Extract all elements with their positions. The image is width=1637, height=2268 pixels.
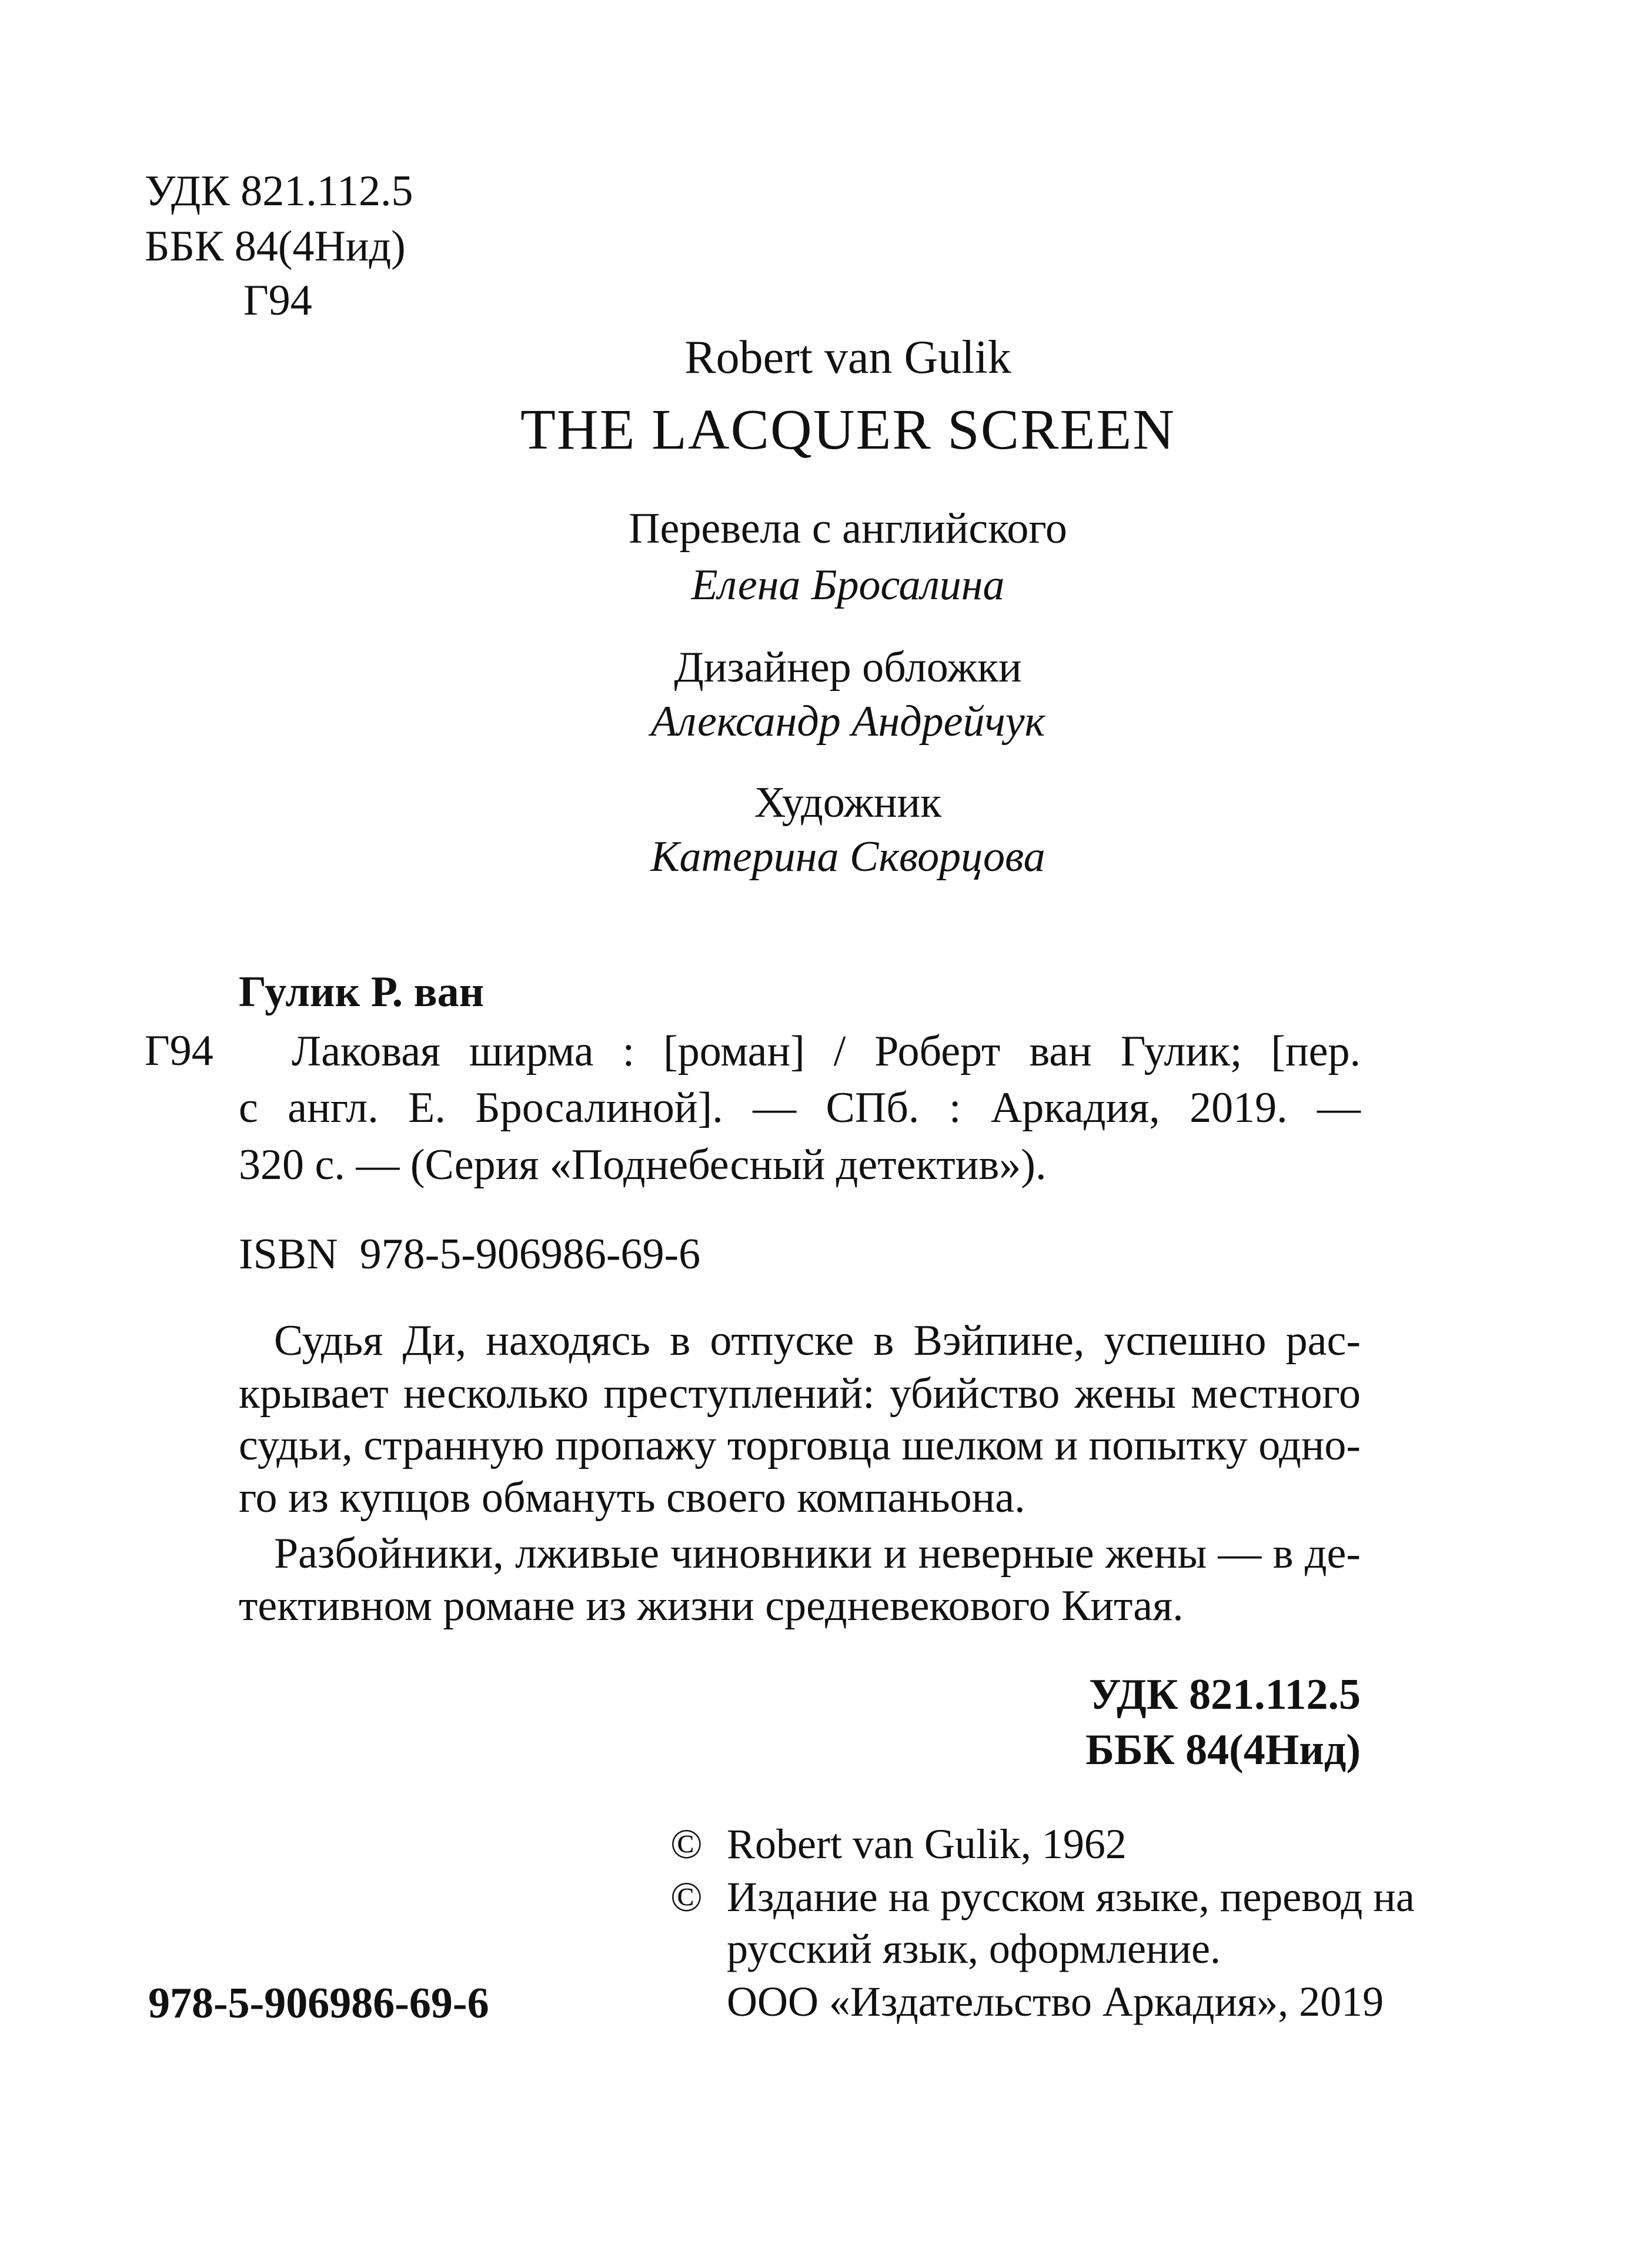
annotation-p1-line-2: крывает несколько преступлений: убийство жены местного <box>239 1370 1361 1418</box>
annotation-p2-line-2: тективном романе из жизни средневекового Китая. <box>239 1582 1184 1630</box>
cover-designer-role: Дизайнер обложки <box>674 643 1022 692</box>
catalog-line-2: с англ. Е. Бросалиной]. — СПб. : Аркадия, 2019. — <box>239 1084 1361 1132</box>
illustrator-role: Художник <box>754 779 942 827</box>
udk-bottom: УДК 821.112.5 <box>1089 1671 1361 1719</box>
copyright-symbol-2: © <box>670 1873 703 1920</box>
isbn-number: 978-5-906986-69-6 <box>359 1230 701 1278</box>
author-mark-top: Г94 <box>243 276 312 325</box>
original-author: Robert van Gulik <box>684 332 1011 383</box>
isbn-label: ISBN <box>239 1230 338 1278</box>
cover-designer-name: Александр Андрейчук <box>650 697 1045 746</box>
catalog-heading: Гулик Р. ван <box>239 968 485 1016</box>
catalog-line-1: Лаковая ширма : [роман] / Роберт ван Гулик; [пер. <box>292 1027 1361 1075</box>
copyright-line-2: Издание на русском языке, перевод на <box>727 1873 1415 1920</box>
isbn-bottom: 978-5-906986-69-6 <box>148 1979 489 2027</box>
original-title: THE LACQUER SCREEN <box>520 398 1175 462</box>
annotation-p1-line-3: судьи, странную пропажу торговца шелком и попытку одно- <box>239 1421 1361 1469</box>
annotation-p2-line-1: Разбойники, лживые чиновники и неверные жены — в де- <box>274 1529 1361 1578</box>
udk-top: УДК 821.112.5 <box>145 167 413 215</box>
catalog-line-3: 320 с. — (Серия «Поднебесный детектив»). <box>239 1141 1047 1189</box>
illustrator-name: Катерина Скворцова <box>650 833 1045 881</box>
isbn-line <box>239 1232 700 1276</box>
copyright-line-4: ООО «Издательство Аркадия», 2019 <box>727 1978 1384 2025</box>
annotation-p1-line-4: го из купцов обмануть своего компаньона. <box>239 1474 1025 1522</box>
translator-name: Елена Бросалина <box>691 561 1005 609</box>
translator-role: Перевела с английского <box>629 505 1067 553</box>
copyright-line-1: Robert van Gulik, 1962 <box>727 1821 1127 1868</box>
copyright-line-3: русский язык, оформление. <box>727 1925 1221 1972</box>
catalog-mark: Г94 <box>145 1027 213 1075</box>
bbk-top: ББК 84(4Нид) <box>145 222 406 270</box>
annotation-p1-line-1: Судья Ди, находясь в отпуске в Вэйпине, успешно рас- <box>274 1317 1361 1365</box>
bbk-bottom: ББК 84(4Нид) <box>1085 1726 1361 1774</box>
copyright-symbol-1: © <box>670 1821 703 1868</box>
